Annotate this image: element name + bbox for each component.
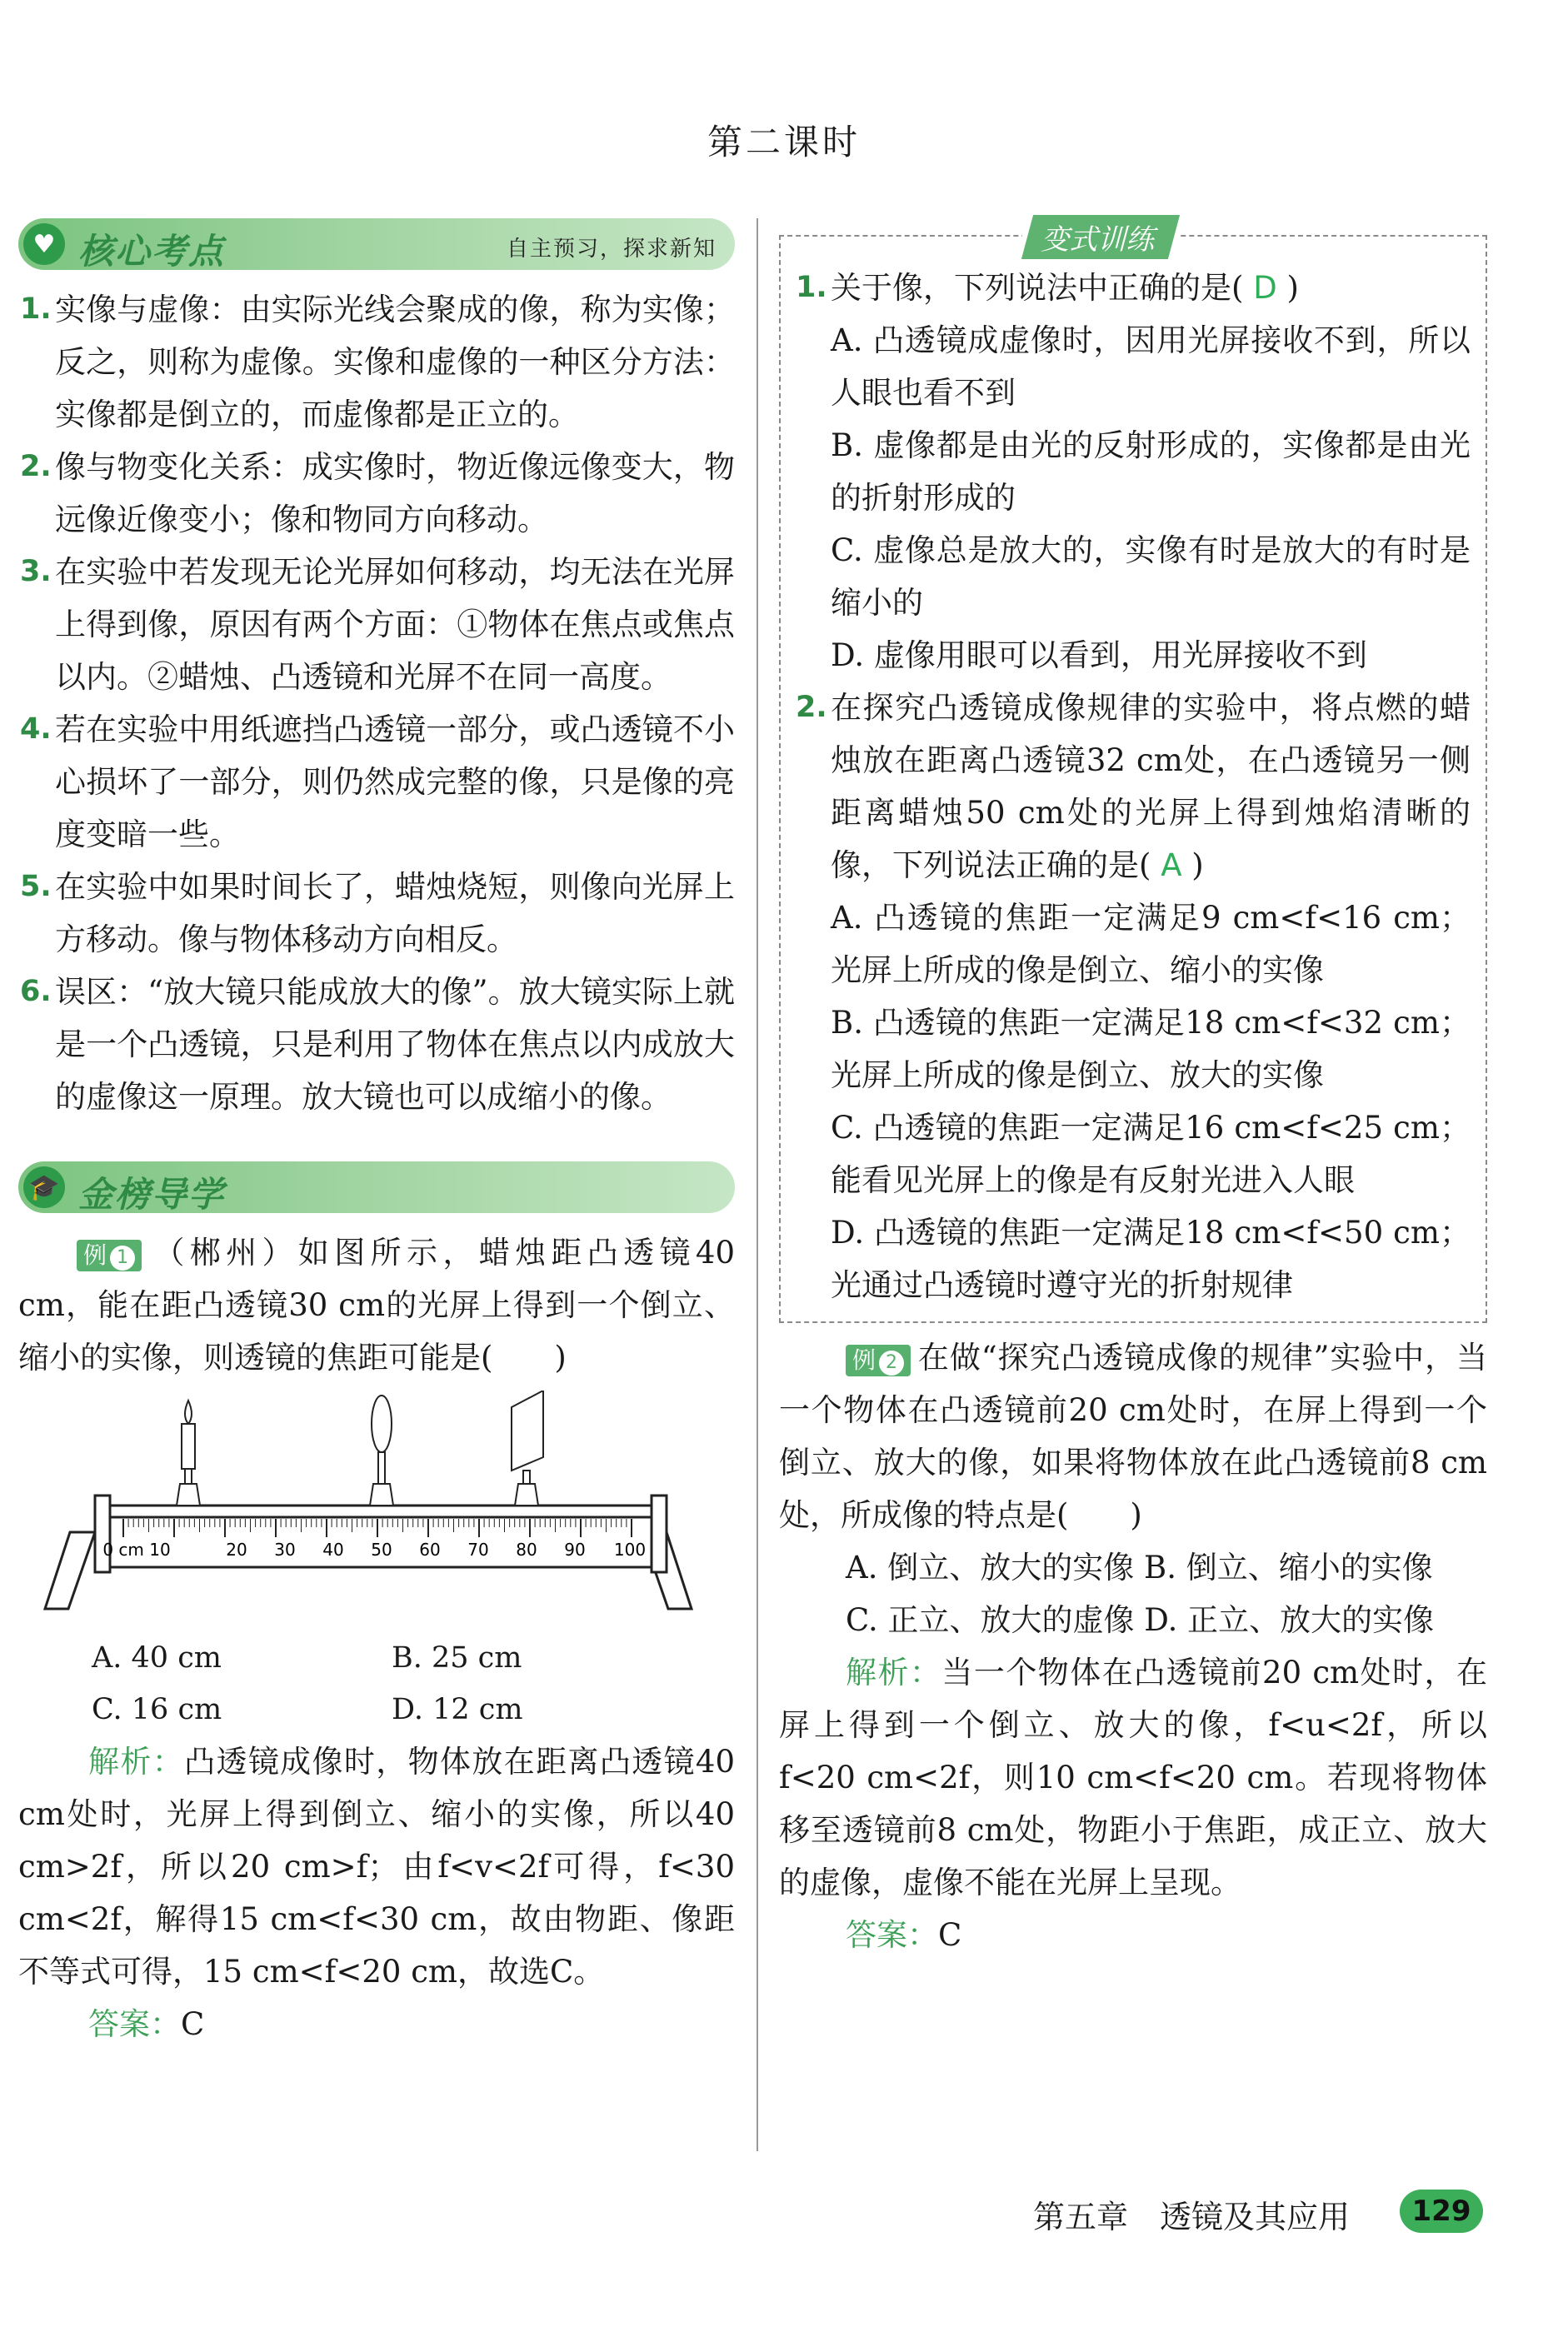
example1-answer xyxy=(18,1998,735,2050)
question-number: 2. xyxy=(796,691,827,724)
core-item xyxy=(18,283,735,441)
analysis-label: 解析： xyxy=(88,1744,185,1780)
core-section-subtitle: 自主预习，探求新知 xyxy=(506,237,717,262)
core-item xyxy=(18,546,735,703)
ruler-label: 20 xyxy=(226,1540,247,1560)
example-tag xyxy=(846,1345,911,1376)
answer-value: C xyxy=(938,1917,962,1953)
light-screen xyxy=(512,1391,543,1506)
ruler-label: 90 xyxy=(564,1540,586,1560)
option: B. 25 cm xyxy=(392,1641,522,1675)
bench-left-leg xyxy=(45,1532,95,1609)
column-divider xyxy=(757,218,758,2151)
bench-right-end xyxy=(652,1496,667,1572)
example1-options-row1 xyxy=(18,1632,735,1684)
option: D. 12 cm xyxy=(392,1693,523,1726)
core-item xyxy=(18,966,735,1123)
lesson-title: 第二课时 xyxy=(707,122,861,162)
bench-left-end xyxy=(95,1496,110,1572)
item-text: 误区：“放大镜只能成放大的像”。放大镜实际上就是一个凸透镜，只是利用了物体在焦点以内成放大的虚像这一原理。放大镜也可以成缩小的像。 xyxy=(55,974,735,1115)
core-list xyxy=(18,283,735,1123)
example-tag-label: 例 xyxy=(852,1346,876,1374)
item-number: 2. xyxy=(20,450,52,483)
item-text: 在实验中若发现无论光屏如何移动，均无法在光屏上得到像，原因有两个方面：①物体在焦点或焦点以内。②蜡烛、凸透镜和光屏不在同一高度。 xyxy=(55,554,735,695)
page-number-badge: 129 xyxy=(1400,2190,1483,2233)
example1-analysis xyxy=(18,1735,735,1998)
example2-stem-text: 在做“探究凸透镜成像的规律”实验中，当一个物体在凸透镜前20 cm处时，在屏上得到一个倒立、放大的像，如果将物体放在此凸透镜前8 cm处，所成像的特点是( ) xyxy=(779,1340,1487,1533)
ruler-label: 60 xyxy=(419,1540,441,1560)
analysis-label: 解析： xyxy=(846,1655,942,1690)
guide-section-header xyxy=(18,1161,735,1213)
question-option: C. 虚像总是放大的，实像有时是放大的有时是缩小的 xyxy=(831,532,1471,621)
ruler-label: 50 xyxy=(371,1540,392,1560)
item-number: 5. xyxy=(20,870,52,903)
core-item xyxy=(18,703,735,861)
graduation-cap-icon: 🎓 xyxy=(23,1166,65,1208)
right-column xyxy=(779,218,1487,1961)
example2-answer xyxy=(779,1909,1487,1961)
training-box xyxy=(779,223,1487,1323)
candle xyxy=(177,1401,200,1506)
example2-options-line2: C. 正立、放大的虚像 D. 正立、放大的实像 xyxy=(846,1602,1435,1638)
core-section-title: 核心考点 xyxy=(78,231,226,272)
optical-bench-svg xyxy=(18,1391,735,1632)
question-number: 1. xyxy=(796,271,827,304)
ruler-label: 70 xyxy=(467,1540,489,1560)
guide-section-title: 金榜导学 xyxy=(78,1174,226,1215)
training-question-2 xyxy=(796,682,1471,891)
question-stem-end: ) xyxy=(1191,847,1204,883)
ruler-label: 100 xyxy=(613,1540,647,1560)
optical-bench-diagram xyxy=(18,1391,735,1632)
training-title: 变式训练 xyxy=(1021,215,1180,259)
example2-stem xyxy=(779,1331,1487,1541)
option: C. 16 cm xyxy=(92,1693,222,1726)
answer-label: 答案： xyxy=(846,1917,938,1953)
example-tag-number: 1 xyxy=(110,1246,135,1271)
core-item xyxy=(18,861,735,966)
item-text: 实像与虚像：由实际光线会聚成的像，称为实像；反之，则称为虚像。实像和虚像的一种区分方法：实像都是倒立的，而虚像都是正立的。 xyxy=(55,292,735,432)
question-option: C. 凸透镜的焦距一定满足16 cm<f<25 cm；能看见光屏上的像是有反射光进入人眼 xyxy=(831,1110,1471,1198)
filled-answer: D xyxy=(1253,270,1277,306)
heart-icon: ♥ xyxy=(23,223,65,265)
example-tag-label: 例 xyxy=(83,1241,107,1269)
example1-stem xyxy=(18,1226,735,1384)
question-option: D. 虚像用眼可以看到，用光屏接收不到 xyxy=(831,637,1367,673)
example2-options-line1: A. 倒立、放大的实像 B. 倒立、缩小的实像 xyxy=(846,1550,1433,1585)
question-stem-end: ) xyxy=(1286,270,1299,306)
left-column xyxy=(18,218,735,2050)
core-section-header xyxy=(18,218,735,270)
convex-lens xyxy=(370,1396,393,1506)
training-question-1 xyxy=(796,262,1471,314)
question-option: B. 凸透镜的焦距一定满足18 cm<f<32 cm；光屏上所成的像是倒立、放大的实像 xyxy=(831,1005,1471,1093)
example2-analysis xyxy=(779,1646,1487,1909)
example-tag xyxy=(77,1240,142,1271)
example-tag-number: 2 xyxy=(879,1351,904,1376)
chapter-title: 第五章 透镜及其应用 xyxy=(1033,2199,1351,2235)
ruler-label: 40 xyxy=(322,1540,344,1560)
item-text: 像与物变化关系：成实像时，物近像远像变大，物远像近像变小；像和物同方向移动。 xyxy=(55,449,735,537)
item-number: 6. xyxy=(20,975,52,1008)
bench-top xyxy=(110,1506,652,1517)
item-number: 1. xyxy=(20,292,52,326)
ruler-label: 0 cm 10 xyxy=(102,1540,171,1560)
core-item xyxy=(18,441,735,546)
item-number: 3. xyxy=(20,555,52,588)
item-text: 若在实验中用纸遮挡凸透镜一部分，或凸透镜不小心损坏了一部分，则仍然成完整的像，只是像的亮度变暗一些。 xyxy=(55,712,735,852)
question-option: A. 凸透镜成虚像时，因用光屏接收不到，所以人眼也看不到 xyxy=(831,322,1471,411)
item-number: 4. xyxy=(20,712,52,746)
answer-label: 答案： xyxy=(88,2006,181,2042)
question-option: B. 虚像都是由光的反射形成的，实像都是由光的折射形成的 xyxy=(831,427,1471,516)
question-stem: 在探究凸透镜成像规律的实验中，将点燃的蜡烛放在距离凸透镜32 cm处，在凸透镜另一侧距离蜡烛50 cm处的光屏上得到烛焰清晰的像，下列说法正确的是( xyxy=(831,690,1471,883)
ruler-label: 30 xyxy=(274,1540,296,1560)
example1-options-row2 xyxy=(18,1684,735,1735)
question-option: A. 凸透镜的焦距一定满足9 cm<f<16 cm；光屏上所成的像是倒立、缩小的实像 xyxy=(831,900,1471,988)
question-stem: 关于像，下列说法中正确的是( xyxy=(831,270,1244,306)
page-footer xyxy=(1033,2191,1500,2241)
example1-stem-text: （郴州）如图所示，蜡烛距凸透镜40 cm，能在距凸透镜30 cm的光屏上得到一个倒立、缩小的实像，则透镜的焦距可能是( ) xyxy=(18,1235,735,1376)
filled-answer: A xyxy=(1161,847,1182,883)
question-option: D. 凸透镜的焦距一定满足18 cm<f<50 cm；光通过凸透镜时遵守光的折射规律 xyxy=(831,1215,1471,1303)
ruler-label: 80 xyxy=(516,1540,537,1560)
answer-value: C xyxy=(181,2006,205,2042)
analysis-text: 凸透镜成像时，物体放在距离凸透镜40 cm处时，光屏上得到倒立、缩小的实像，所以40 cm>2f，所以20 cm>f；由f<v<2f可得，f<30 cm<2f，解得15 cm<f<30 cm，故由物距、像距不等式可得，15 cm<f<20 cm，故选C。 xyxy=(18,1744,735,1990)
item-text: 在实验中如果时间长了，蜡烛烧短，则像向光屏上方移动。像与物体移动方向相反。 xyxy=(55,869,735,957)
analysis-text: 当一个物体在凸透镜前20 cm处时，在屏上得到一个倒立、放大的像，f<u<2f，所以f<20 cm<2f，则10 cm<f<20 cm。若现将物体移至透镜前8 cm处，物距小于焦距，成正立、放大的虚像，虚像不能在光屏上呈现。 xyxy=(779,1655,1487,1900)
training-label xyxy=(1022,215,1179,259)
option: A. 40 cm xyxy=(92,1641,222,1675)
